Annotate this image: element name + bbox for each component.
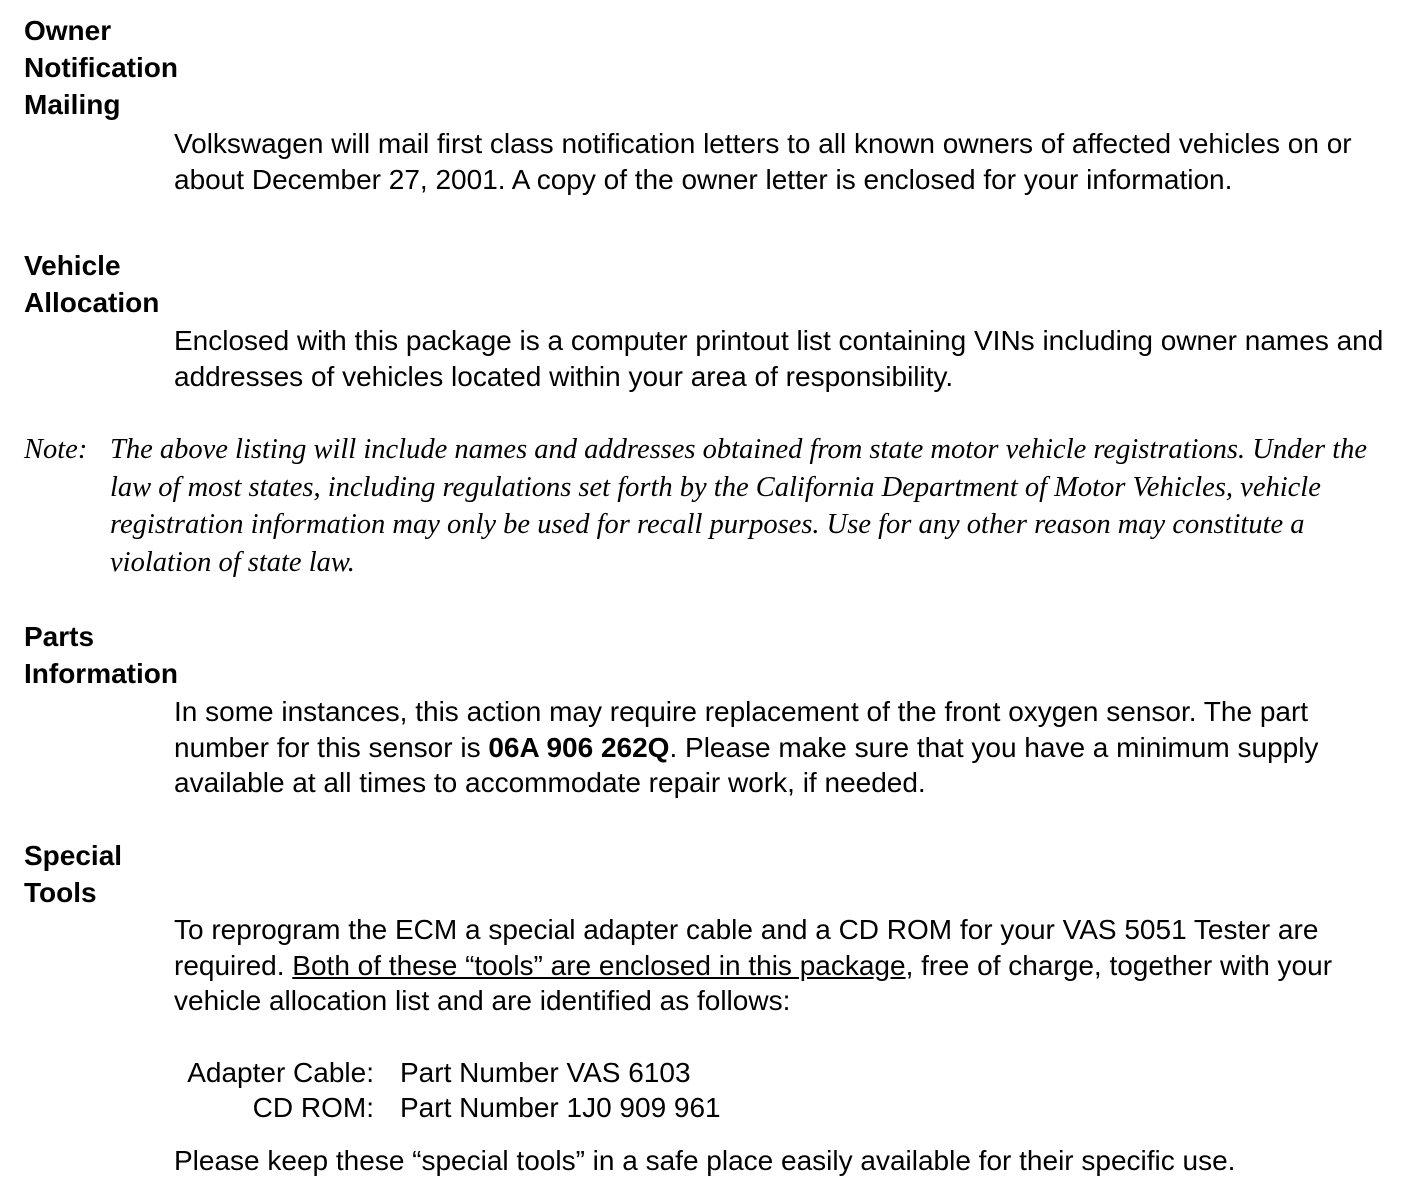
heading-line: Tools	[24, 877, 97, 908]
tool-part-number: Part Number 1J0 909 961	[400, 1092, 721, 1123]
heading-line: Notification	[24, 52, 178, 83]
note-body: The above listing will include names and addresses obtained from state motor vehicle registrations. Under the law of most states, including regulations set forth by the California Department of Motor Vehicles, vehicle registration information may only be used for recall purposes. Use for any other reason may constitute a violation of state law.	[110, 434, 1368, 579]
heading-line: Owner	[24, 15, 112, 46]
heading-line: Parts	[24, 621, 95, 652]
parts-text-before: In some instances, this action may require replacement of the front oxygen sensor. The part number for this sensor is	[174, 696, 1309, 763]
parts-information-paragraph	[174, 694, 1389, 801]
note-label: Note:	[24, 434, 88, 465]
tools-underlined-text: Both of these “tools” are enclosed in this package	[292, 949, 906, 981]
heading-line: Mailing	[24, 89, 121, 120]
tools-text-before: To reprogram the ECM a special adapter cable and a CD ROM for your VAS 5051 Tester are required.	[174, 914, 1319, 981]
special-tools-paragraph	[174, 912, 1389, 1019]
special-tools-closing: Please keep these “special tools” in a safe place easily available for their specific use.	[174, 1145, 1236, 1176]
heading-line: Vehicle	[24, 250, 121, 281]
vehicle-allocation-paragraph: Enclosed with this package is a computer printout list containing VINs including owner names and addresses of vehicles located within your area of responsibility.	[174, 325, 1384, 392]
tool-label: Adapter Cable:	[187, 1057, 374, 1088]
heading-vehicle-allocation	[24, 247, 159, 321]
part-number: 06A 906 262Q	[488, 731, 670, 763]
parts-text-after: . Please make sure that you have a minimum supply available at all times to accommodate repair work, if needed.	[174, 731, 1319, 798]
heading-line: Information	[24, 658, 178, 689]
tools-text-after: , free of charge, together with your vehicle allocation list and are identified as follows:	[174, 949, 1333, 1016]
heading-line: Allocation	[24, 287, 160, 318]
heading-owner-notification-mailing	[24, 12, 178, 123]
heading-line: Special	[24, 840, 123, 871]
owner-mailing-paragraph: Volkswagen will mail first class notification letters to all known owners of affected vehicles on or about December 27, 2001. A copy of the owner letter is enclosed for your information.	[174, 128, 1352, 195]
heading-special-tools	[24, 837, 122, 911]
tool-label: CD ROM:	[252, 1092, 374, 1123]
tool-part-number: Part Number VAS 6103	[400, 1057, 691, 1088]
heading-parts-information	[24, 618, 178, 692]
